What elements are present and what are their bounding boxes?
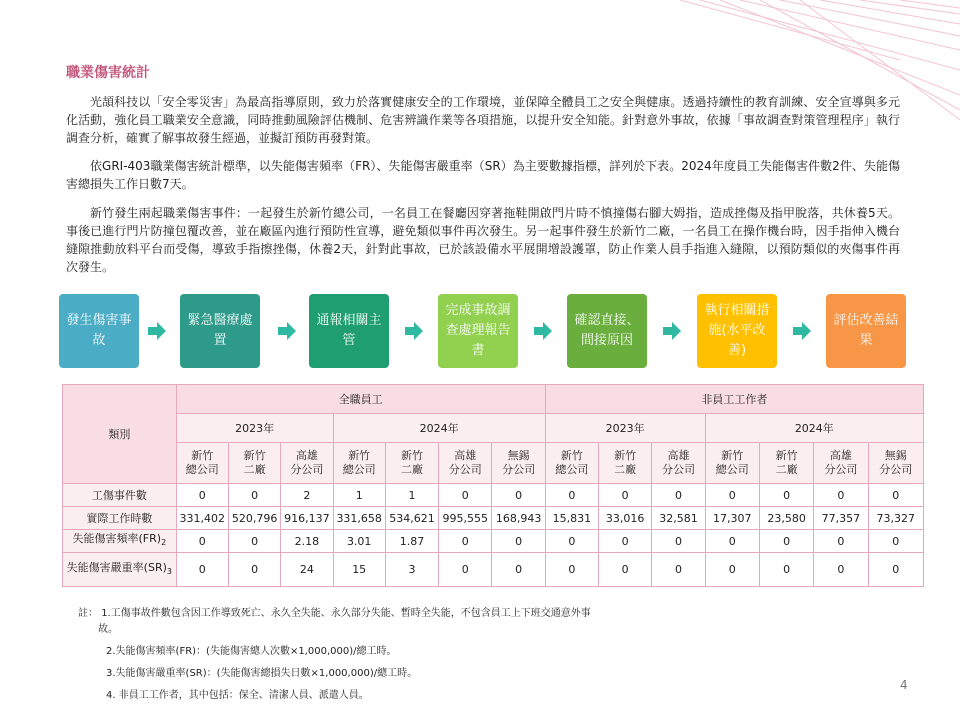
arrow-right-icon: [534, 321, 552, 341]
note-item: 4. 非員工工作者，其中包括：保全、清潔人員、派遣人員。: [106, 690, 369, 701]
note-item: 3.失能傷害嚴重率(SR)：(失能傷害總損失日數×1,000,000)/總工時。: [106, 668, 418, 679]
table-cell: 73,327: [868, 507, 923, 530]
row-label: 失能傷害嚴重率$(SR)_3$: [63, 553, 177, 587]
table-cell: 0: [176, 484, 228, 507]
site-header: 新竹 總公司: [545, 443, 598, 484]
table-cell: 0: [814, 553, 868, 587]
notes-prefix: 註：: [78, 608, 98, 619]
table-cell: 0: [652, 484, 705, 507]
footnotes: [78, 603, 718, 707]
arrow-right-icon: [278, 321, 296, 341]
flow-step-action: 執行相關措施(水平改善): [697, 294, 777, 368]
table-row: [63, 530, 924, 553]
row-label: 實際工作時數: [63, 507, 177, 530]
table-cell: 0: [228, 530, 280, 553]
injury-statistics-table: [62, 384, 924, 587]
table-cell: 0: [545, 553, 598, 587]
arrow-right-icon: [405, 321, 423, 341]
arrow-right-icon: [663, 321, 681, 341]
incident-process-flow: [59, 294, 909, 368]
table-cell: 3.01: [333, 530, 385, 553]
table-cell: 0: [492, 553, 545, 587]
table-cell: 0: [545, 484, 598, 507]
table-cell: 24: [281, 553, 333, 587]
table-cell: 0: [176, 553, 228, 587]
page-number: 4: [900, 678, 908, 692]
flow-step-cause: 確認直接、間接原因: [567, 294, 647, 368]
table-cell: 0: [439, 530, 492, 553]
year-header: 2024年: [705, 414, 923, 443]
table-cell: 0: [492, 530, 545, 553]
section-title: 職業傷害統計: [66, 65, 150, 81]
year-header: 2023年: [176, 414, 333, 443]
table-cell: 0: [652, 530, 705, 553]
table-cell: 0: [599, 484, 652, 507]
flow-step-report: 完成事故調查處理報告書: [438, 294, 518, 368]
flow-step-evaluate: 評估改善結果: [826, 294, 906, 368]
table-cell: 23,580: [759, 507, 813, 530]
table-cell: 33,016: [599, 507, 652, 530]
table-cell: 0: [176, 530, 228, 553]
table-cell: 0: [439, 484, 492, 507]
note-item: 2.失能傷害頻率(FR)：(失能傷害總人次數×1,000,000)/總工時。: [106, 646, 397, 657]
category-header: 類別: [63, 385, 177, 484]
table-cell: 1.87: [385, 530, 438, 553]
table-cell: 0: [599, 530, 652, 553]
table-cell: 0: [868, 530, 923, 553]
table-cell: 0: [439, 553, 492, 587]
flow-step-emergency: 緊急醫療處置: [180, 294, 260, 368]
table-row: [63, 507, 924, 530]
site-header: 無錫 分公司: [868, 443, 923, 484]
table-cell: 2: [281, 484, 333, 507]
table-cell: 168,943: [492, 507, 545, 530]
row-label: 失能傷害頻率$(FR)_2$: [63, 530, 177, 553]
table-cell: 520,796: [228, 507, 280, 530]
table-cell: 995,555: [439, 507, 492, 530]
site-header: 新竹 總公司: [176, 443, 228, 484]
table-cell: 0: [814, 530, 868, 553]
flow-step-occur: 發生傷害事故: [59, 294, 139, 368]
arrow-right-icon: [793, 321, 811, 341]
site-header: 高雄 分公司: [814, 443, 868, 484]
site-header: 新竹 總公司: [333, 443, 385, 484]
table-cell: 15,831: [545, 507, 598, 530]
table-cell: 32,581: [652, 507, 705, 530]
table-cell: 0: [492, 484, 545, 507]
table-cell: 15: [333, 553, 385, 587]
arrow-right-icon: [148, 321, 166, 341]
table-cell: 2.18: [281, 530, 333, 553]
site-header: 新竹 二廠: [599, 443, 652, 484]
table-cell: 0: [705, 553, 759, 587]
note-continuation: 故。: [98, 624, 118, 635]
table-cell: 0: [759, 484, 813, 507]
table-row: [63, 553, 924, 587]
table-cell: 3: [385, 553, 438, 587]
table-cell: 0: [759, 553, 813, 587]
site-header: 新竹 總公司: [705, 443, 759, 484]
statistics-paragraph: 依GRI-403職業傷害統計標準，以失能傷害頻率（FR）、失能傷害嚴重率（SR）為主要數據指標，詳列於下表。2024年度員工失能傷害件數2件、失能傷害總損失工作日數7天。: [66, 159, 900, 191]
table-cell: 17,307: [705, 507, 759, 530]
group-header-non-employees: 非員工工作者: [545, 385, 923, 414]
table-cell: 0: [228, 553, 280, 587]
note-item: 1.工傷事故件數包含因工作導致死亡、永久全失能、永久部分失能、暫時全失能，不包含員工上下班交通意外事: [101, 608, 591, 619]
table-cell: 0: [545, 530, 598, 553]
table-cell: 0: [814, 484, 868, 507]
table-cell: 0: [868, 484, 923, 507]
table-cell: 916,137: [281, 507, 333, 530]
site-header: 高雄 分公司: [281, 443, 333, 484]
table-cell: 331,658: [333, 507, 385, 530]
table-cell: 0: [705, 484, 759, 507]
table-cell: 0: [228, 484, 280, 507]
year-header: 2023年: [545, 414, 705, 443]
site-header: 新竹 二廠: [385, 443, 438, 484]
table-cell: 331,402: [176, 507, 228, 530]
year-header: 2024年: [333, 414, 545, 443]
flow-step-notify: 通報相關主管: [309, 294, 389, 368]
table-cell: 534,621: [385, 507, 438, 530]
table-cell: 0: [868, 553, 923, 587]
table-cell: 0: [705, 530, 759, 553]
table-cell: 1: [333, 484, 385, 507]
table-cell: 1: [385, 484, 438, 507]
site-header: 高雄 分公司: [439, 443, 492, 484]
group-header-employees: 全職員工: [176, 385, 545, 414]
row-label: 工傷事件數: [63, 484, 177, 507]
table-cell: 77,357: [814, 507, 868, 530]
table-cell: 0: [599, 553, 652, 587]
site-header: 高雄 分公司: [652, 443, 705, 484]
site-header: 新竹 二廠: [759, 443, 813, 484]
site-header: 無錫 分公司: [492, 443, 545, 484]
table-cell: 0: [652, 553, 705, 587]
table-row: [63, 484, 924, 507]
intro-paragraph: 光頡科技以「安全零災害」為最高指導原則，致力於落實健康安全的工作環境，並保障全體員工之安全與健康。透過持續性的教育訓練、安全宣導與多元化活動，強化員工職業安全意識，同時推動風險評估機制、危害辨識作業等各項措施，以提升安全知能。針對意外事故，依據「事故調查對策管理程序」執行調查分析，確實了解事故發生經過，並擬訂預防再發對策。: [66, 95, 900, 145]
site-header: 新竹 二廠: [228, 443, 280, 484]
incident-paragraph: 新竹發生兩起職業傷害事件：一起發生於新竹總公司，一名員工在餐廳因穿著拖鞋開啟門片時不慎撞傷右腳大姆指，造成挫傷及指甲脫落，共休養5天。事後已進行門片防撞包覆改善，並在廠區內進行預防性宣導，避免類似事件再次發生。另一起事件發生於新竹二廠，一名員工在操作機台時，因手指伸入機台縫隙推動放料平台而受傷，導致手指擦挫傷，休養2天，針對此事故，已於該設備水平展開增設護罩，防止作業人員手指進入縫隙，以預防類似的夾傷事件再次發生。: [66, 206, 900, 274]
table-cell: 0: [759, 530, 813, 553]
